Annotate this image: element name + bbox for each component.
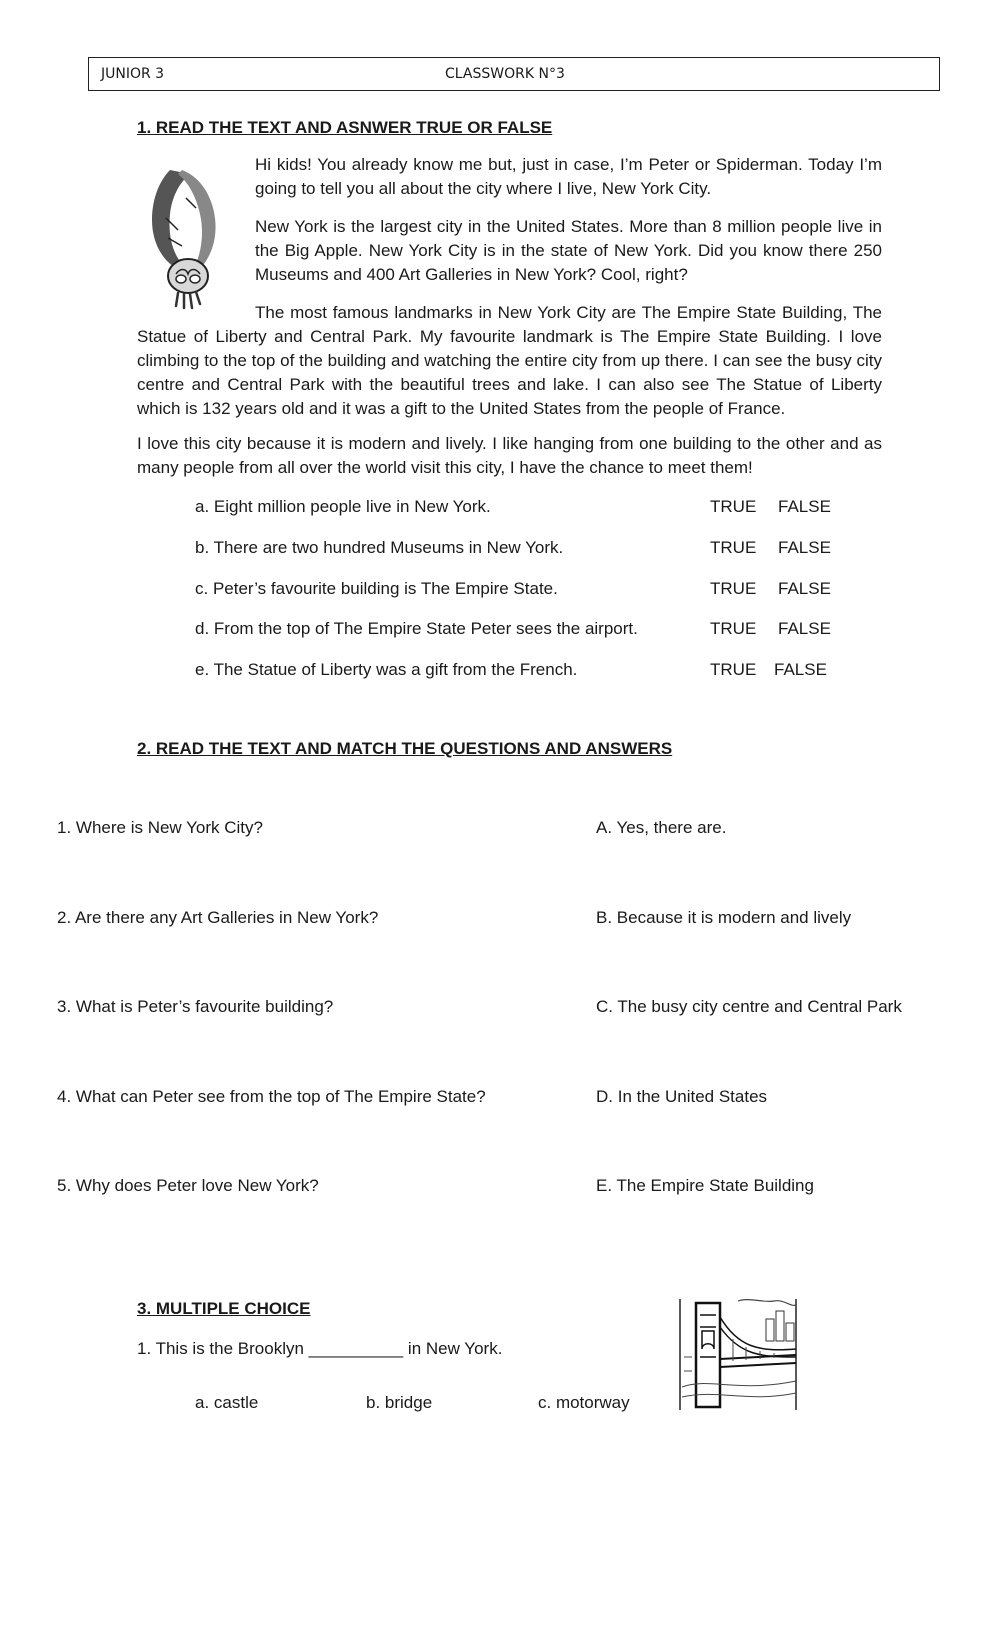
statement-text: a. Eight million people live in New York.	[195, 497, 491, 516]
facts-paragraph: New York is the largest city in the United States. More than 8 million people live in the Big Apple. New York City is in the state of New York. Did you know there 250 Museums and 400 Art Galleries in New York? Cool, right?	[255, 217, 882, 284]
closing-paragraph: I love this city because it is modern and lively. I like hanging from one building to the other and as many people from all over the world visit this city, I have the chance to meet them!	[137, 434, 882, 477]
question-item: 1. Where is New York City?	[57, 818, 263, 837]
class-label: JUNIOR 3	[101, 66, 165, 82]
question-item: 2. Are there any Art Galleries in New York?	[57, 908, 379, 927]
question-item: 4. What can Peter see from the top of The Empire State?	[57, 1087, 486, 1106]
question-item: 3. What is Peter’s favourite building?	[57, 997, 334, 1016]
answer-item: C. The busy city centre and Central Park	[596, 997, 902, 1016]
mc-option-c[interactable]: c. motorway	[538, 1393, 630, 1412]
mc-option-b[interactable]: b. bridge	[366, 1393, 433, 1412]
worksheet-title: CLASSWORK N°3	[445, 66, 565, 82]
false-option[interactable]: FALSE	[778, 579, 831, 598]
statement-text: e. The Statue of Liberty was a gift from the French.	[195, 660, 578, 679]
brooklyn-bridge-illustration	[678, 1297, 798, 1412]
section1-title: 1. READ THE TEXT AND ASNWER TRUE OR FALSE	[137, 118, 553, 137]
answer-item: D. In the United States	[596, 1087, 768, 1106]
statement-text: d. From the top of The Empire State Peter sees the airport.	[195, 619, 638, 638]
true-option[interactable]: TRUE	[710, 538, 757, 557]
answer-item: A. Yes, there are.	[596, 818, 727, 837]
false-option[interactable]: FALSE	[778, 619, 831, 638]
question-item: 5. Why does Peter love New York?	[57, 1176, 319, 1195]
false-option[interactable]: FALSE	[778, 538, 831, 557]
landmarks-paragraph: The most famous landmarks in New York City are The Empire State Building, The Statue of Liberty and Central Park. My favourite landmark is The Empire State Building. I love climbing to the top of the building and watching the entire city from up there. I can see the busy city centre and Central Park with the beautiful trees and lake. I can also see The Statue of Liberty which is 132 years old and it was a gift to the United States from the people of France.	[137, 303, 882, 418]
false-option[interactable]: FALSE	[778, 497, 831, 516]
statement-text: c. Peter’s favourite building is The Empire State.	[195, 579, 558, 598]
true-option[interactable]: TRUE	[710, 660, 757, 679]
worksheet-header	[88, 57, 940, 91]
answer-item: B. Because it is modern and lively	[596, 908, 852, 927]
mc-question: 1. This is the Brooklyn __________ in New York.	[137, 1339, 503, 1358]
false-option[interactable]: FALSE	[774, 660, 827, 679]
true-option[interactable]: TRUE	[710, 579, 757, 598]
true-option[interactable]: TRUE	[710, 619, 757, 638]
true-option[interactable]: TRUE	[710, 497, 757, 516]
intro-paragraph: Hi kids! You already know me but, just in case, I’m Peter or Spiderman. Today I’m going to tell you all about the city where I live, New York City.	[255, 155, 882, 198]
section3-title: 3. MULTIPLE CHOICE	[137, 1299, 311, 1318]
statement-text: b. There are two hundred Museums in New York.	[195, 538, 564, 557]
mc-option-a[interactable]: a. castle	[195, 1393, 259, 1412]
section2-title: 2. READ THE TEXT AND MATCH THE QUESTIONS AND ANSWERS	[137, 739, 673, 758]
spiderman-illustration	[138, 168, 238, 310]
answer-item: E. The Empire State Building	[596, 1176, 814, 1195]
